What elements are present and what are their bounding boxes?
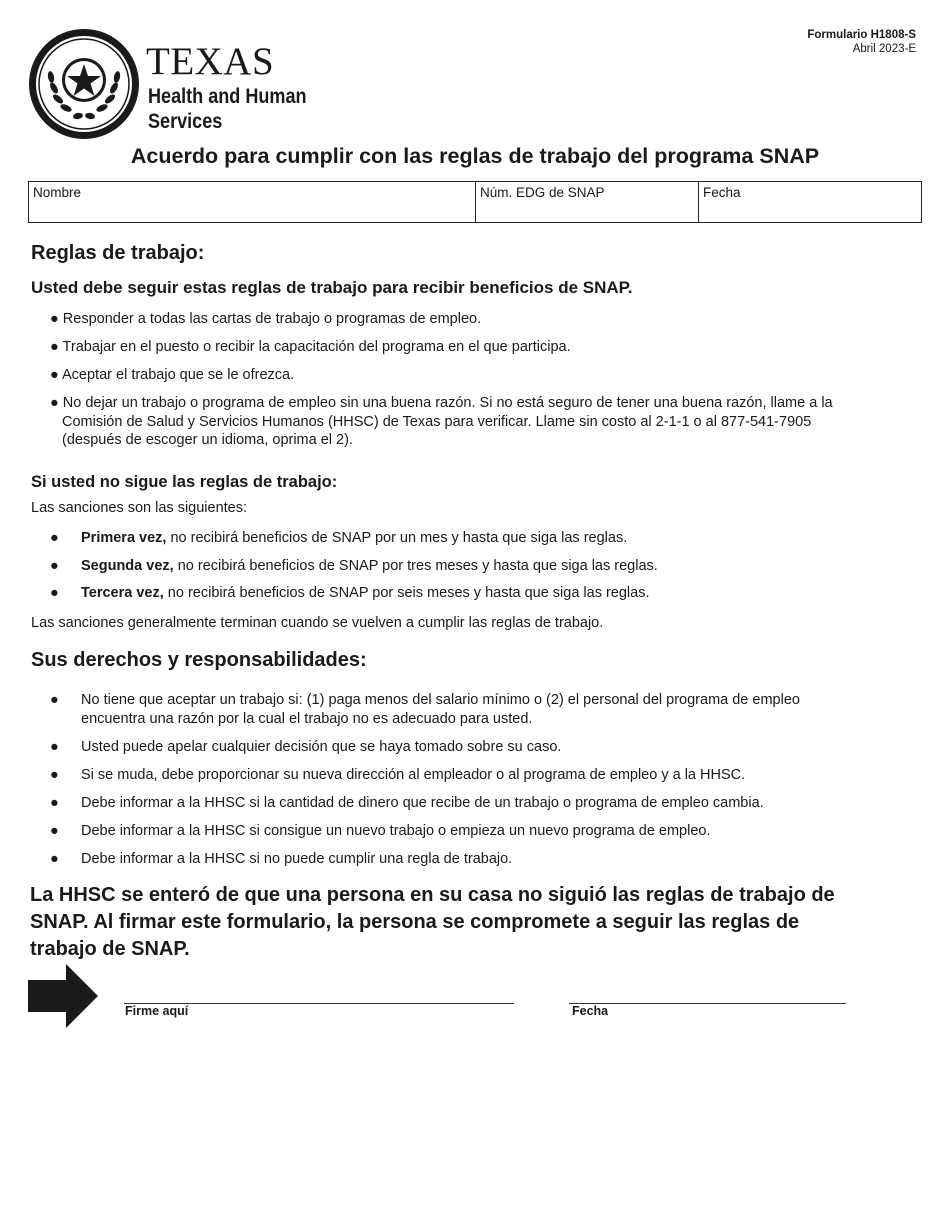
list-item-continuation: (después de escoger un idioma, oprima el 2).	[62, 432, 353, 448]
logo-title: TEXAS	[146, 40, 275, 83]
list-item-continuation: Comisión de Salud y Servicios Humanos (HHSC) de Texas para verificar. Llame sin costo al 2-1-1 o al 877-541-7905	[62, 414, 812, 430]
list-item	[81, 584, 650, 603]
texas-seal-logo	[28, 28, 140, 140]
bullet-icon: ●	[50, 585, 59, 601]
list-item-text: Aceptar el trabajo que se le ofrezca.	[62, 367, 295, 383]
penalties-intro: Las sanciones son las siguientes:	[31, 500, 248, 516]
name-field[interactable]	[29, 182, 476, 222]
bullet-icon: ●	[50, 692, 59, 708]
agreement-line: SNAP. Al firmar este formulario, la persona se compromete a seguir las reglas de	[30, 911, 800, 933]
bullet-icon: ●	[50, 795, 59, 811]
list-item	[81, 691, 800, 729]
bullet-icon: ●	[50, 395, 59, 411]
list-item-text: Si se muda, debe proporcionar su nueva dirección al empleador o al programa de empleo y a la HHSC.	[81, 767, 746, 783]
bullet-icon: ●	[50, 530, 59, 546]
bullet-icon: ●	[50, 367, 59, 383]
logo-subtitle-line2: Services	[148, 110, 223, 133]
penalties-heading: Si usted no sigue las reglas de trabajo:	[31, 473, 338, 491]
bullet-icon: ●	[50, 767, 59, 783]
penalty-text: no recibirá beneficios de SNAP por tres meses y hasta que siga las reglas.	[173, 558, 658, 574]
list-item-text: Debe informar a la HHSC si la cantidad de dinero que recibe de un trabajo o programa de empleo cambia.	[81, 795, 764, 811]
header-fields-table	[28, 181, 922, 223]
work-rules-subheading: Usted debe seguir estas reglas de trabajo para recibir beneficios de SNAP.	[31, 278, 633, 297]
page-title: Acuerdo para cumplir con las reglas de trabajo del programa SNAP	[130, 144, 820, 168]
form-revision-date: Abril 2023-E	[852, 43, 916, 55]
list-item	[81, 557, 658, 576]
list-item	[50, 338, 571, 357]
list-item-text: Debe informar a la HHSC si consigue un nuevo trabajo o empieza un nuevo programa de empleo.	[81, 823, 711, 839]
list-item	[81, 529, 627, 548]
bullet-icon: ●	[50, 339, 59, 355]
list-item	[50, 394, 833, 413]
penalty-bold: Primera vez,	[81, 530, 167, 546]
penalty-bold: Tercera vez,	[81, 585, 164, 601]
agreement-line: trabajo de SNAP.	[30, 938, 190, 960]
bullet-icon: ●	[50, 739, 59, 755]
edg-number-field[interactable]	[476, 182, 699, 222]
work-rules-heading: Reglas de trabajo:	[31, 242, 205, 264]
penalties-footer: Las sanciones generalmente terminan cuando se vuelven a cumplir las reglas de trabajo.	[31, 615, 604, 631]
bullet-icon: ●	[50, 851, 59, 867]
logo-subtitle	[148, 84, 307, 134]
agreement-line: La HHSC se enteró de que una persona en su casa no siguió las reglas de trabajo de	[30, 884, 835, 906]
penalty-bold: Segunda vez,	[81, 558, 174, 574]
penalty-text: no recibirá beneficios de SNAP por seis meses y hasta que siga las reglas.	[163, 585, 650, 601]
signature-label: Firme aquí	[125, 1004, 189, 1018]
name-label: Nombre	[33, 185, 82, 200]
form-number: Formulario H1808-S	[807, 29, 916, 41]
list-item-text: Trabajar en el puesto o recibir la capacitación del programa en el que participa.	[62, 339, 571, 355]
logo-subtitle-line1: Health and Human	[148, 85, 307, 108]
edg-number-label: Núm. EDG de SNAP	[480, 185, 605, 200]
arrow-right-icon	[28, 964, 100, 1028]
signature-date-line[interactable]	[569, 1003, 846, 1004]
signature-date-label: Fecha	[572, 1004, 609, 1018]
penalty-text: no recibirá beneficios de SNAP por un mes y hasta que siga las reglas.	[166, 530, 628, 546]
list-item	[50, 310, 481, 329]
list-item-text: Usted puede apelar cualquier decisión que se haya tomado sobre su caso.	[81, 739, 562, 755]
list-item-text: encuentra una razón por la cual el trabajo no es adecuado para usted.	[81, 711, 533, 727]
agreement-statement	[30, 882, 930, 963]
list-item	[50, 366, 294, 385]
list-item-text: No dejar un trabajo o programa de empleo sin una buena razón. Si no está seguro de tener una buena razón, llame a la	[62, 395, 833, 411]
list-item-text: No tiene que aceptar un trabajo si: (1) paga menos del salario mínimo o (2) el personal del programa de empleo	[81, 692, 800, 708]
date-field[interactable]	[699, 182, 921, 222]
list-item-text: Debe informar a la HHSC si no puede cumplir una regla de trabajo.	[81, 851, 513, 867]
rights-heading: Sus derechos y responsabilidades:	[31, 649, 367, 671]
bullet-icon: ●	[50, 558, 59, 574]
bullet-icon: ●	[50, 311, 59, 327]
bullet-icon: ●	[50, 823, 59, 839]
date-label: Fecha	[703, 185, 741, 200]
list-item-text: Responder a todas las cartas de trabajo o programas de empleo.	[62, 311, 482, 327]
